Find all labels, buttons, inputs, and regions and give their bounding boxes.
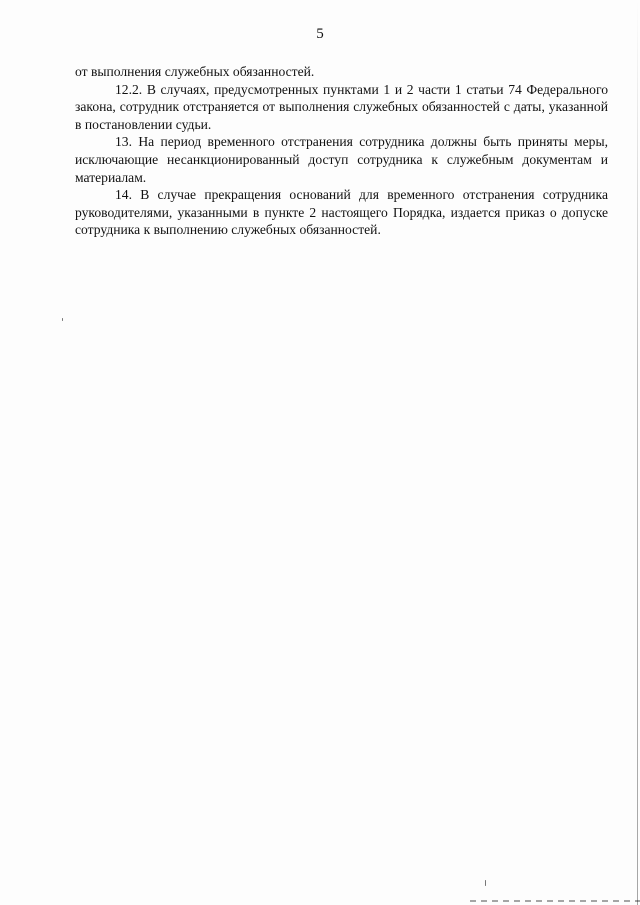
paragraph-12-2: 12.2. В случаях, предусмотренных пунктами 1 и 2 части 1 статьи 74 Федерального закона, сотрудник отстраняется от выполнения служебных обязанностей с даты, указанной в постановлении судьи. bbox=[75, 81, 608, 132]
paragraph-14: 14. В случае прекращения оснований для временного отстранения сотрудника руководителями, указанными в пункте 2 настоящего Порядка, издается приказ о допуске сотрудника к выполнению служебных обязанностей. bbox=[75, 187, 608, 238]
page-number: 5 bbox=[316, 26, 324, 42]
scan-speck bbox=[62, 318, 63, 321]
document-body bbox=[75, 63, 608, 239]
scan-bottom-artifact bbox=[470, 900, 640, 902]
paragraph-continuation: от выполнения служебных обязанностей. bbox=[75, 64, 315, 79]
paragraph-13: 13. На период временного отстранения сотрудника должны быть приняты меры, исключающие несанкционированный доступ сотрудника к служебным документам и материалам. bbox=[75, 134, 608, 185]
scan-edge-artifact bbox=[637, 0, 638, 905]
scan-speck bbox=[485, 880, 486, 886]
